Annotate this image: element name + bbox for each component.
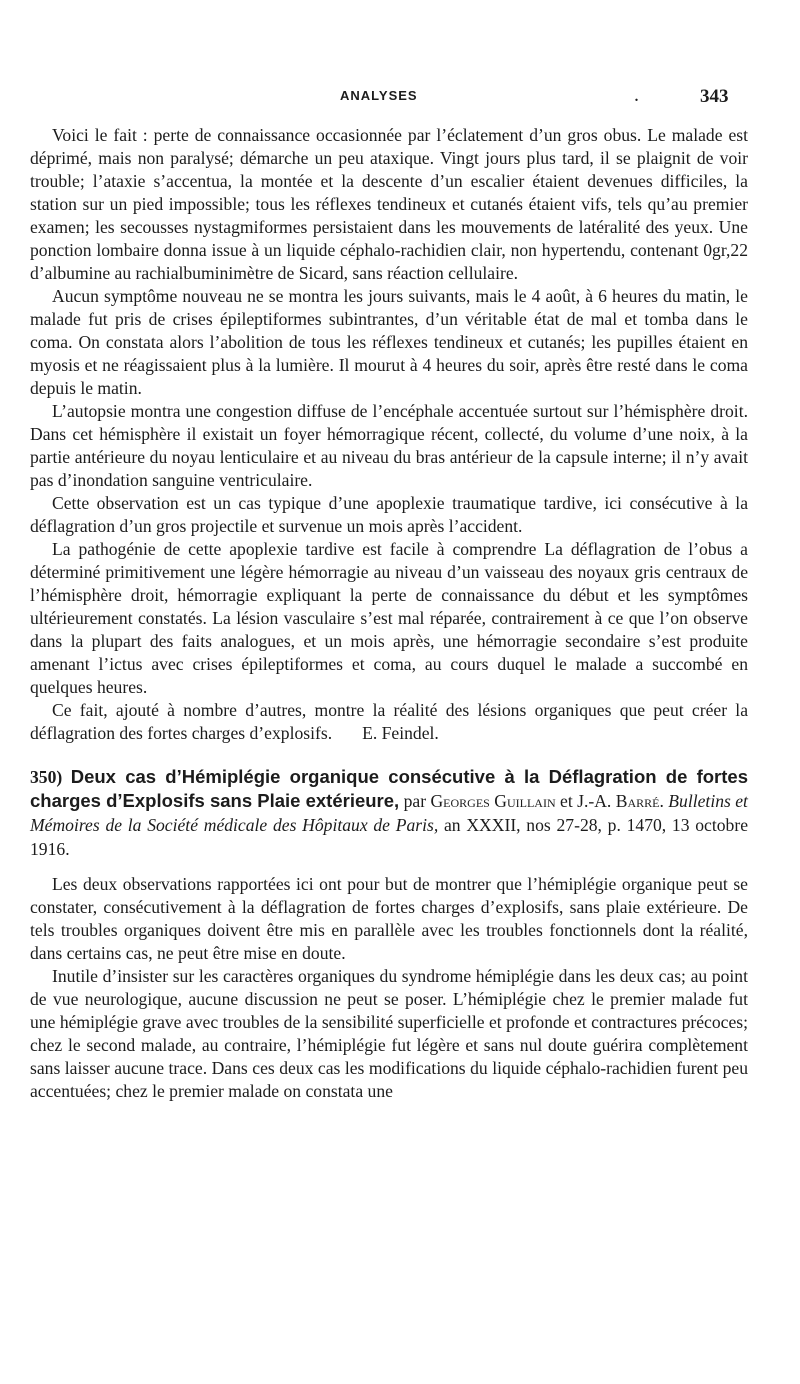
conclusion-text: Ce fait, ajouté à nombre d’autres, montre la réalité des lésions organiques que peut créer la déflagration des fortes charges d’explosifs. (30, 700, 748, 743)
entry-citation: an XXXII, nos 27-28, p. 1470, 13 octobre 1916. (30, 815, 749, 859)
running-header (0, 84, 800, 112)
entry-number: 350) (30, 767, 63, 787)
paragraph-pathogenesis: La pathogénie de cette apoplexie tardive est facile à comprendre La déflagration de l’obus a déterminé primitivement une légère hémorragie au niveau d’un vaisseau des noyaux gris centraux de l’hémisphère droit, hémorragie expliquant la perte de connaissance du début et les symptômes ultérieurement constatés. La lésion vasculaire s’est mal réparée, contrairement à ce que l’on observe dans la plupart des faits analogues, et un mois après, une hémorragie secondaire s’est produite amenant l’ictus avec crises épileptiformes et coma, au cours duquel le malade a succombé en quelques heures. (30, 539, 748, 697)
entry-title: Deux cas d’Hémiplégie organique consécutive à la Déflagration de fortes charges d’Explosifs sans Plaie extérieure, (30, 766, 748, 811)
reviewer-signature: E. Feindel. (362, 723, 439, 743)
paragraph-typical-case: Cette observation est un cas typique d’une apoplexie traumatique tardive, ici consécutive à la déflagration d’un gros projectile et survenue un mois après l’accident. (30, 493, 748, 536)
paragraph-organic-characters: Inutile d’insister sur les caractères organiques du syndrome hémiplégie dans les deux cas; au point de vue neurologique, aucune discussion ne peut se poser. L’hémiplégie chez le premier malade fut une hémiplégie grave avec troubles de la sensibilité superficielle et profonde et contractures précoces; chez le second malade, au contraire, l’hémiplégie fut légère et sans nul doute guérira complètement sans laisser aucune trace. Dans ces deux cas les modifications du liquide céphalo-rachidien furent peu accentuées; chez le premier malade on constata une (30, 966, 748, 1101)
paragraph-case-description: Voici le fait : perte de connaissance occasionnée par l’éclatement d’un gros obus. Le malade est déprimé, mais non paralysé; démarche un peu ataxique. Vingt jours plus tard, il se plaignit de voir trouble; l’ataxie s’accentua, la montée et la descente d’un escalier étaient devenues difficiles, la station sur un pied impossible; tous les réflexes tendineux et cutanés étaient vifs, tels qu’au premier examen; les secousses nystagmiformes persistaient dans les mouvements de latéralité des yeux. Une ponction lombaire donna issue à un liquide céphalo-rachidien clair, non hypertendu, contenant 0gr,22 d’albumine au rachialbuminimètre de Sicard, sans réaction cellulaire. (30, 125, 748, 283)
paragraph-two-observations: Les deux observations rapportées ici ont pour but de montrer que l’hémiplégie organique peut se constater, consécutivement à la déflagration de fortes charges d’explosifs, sans plaie extérieure. De tels troubles organiques doivent être mis en parallèle avec les troubles fonctionnels dont la réalité, dans certains cas, ne peut être mise en doute. (30, 874, 748, 963)
header-title: ANALYSES (340, 88, 418, 103)
paragraph-epileptic-crises: Aucun symptôme nouveau ne se montra les jours suivants, mais le 4 août, à 6 heures du matin, le malade fut pris de crises épileptiformes subintrantes, d’un véritable état de mal et tomba dans le coma. On constata alors l’abolition de tous les réflexes tendineux et cutanés; les pupilles étaient en myosis et ne réagissaient plus à la lumière. Il mourut à 4 heures du soir, après être resté dans le coma depuis le matin. (30, 286, 748, 398)
header-dot: . (634, 84, 639, 106)
entry-par: par (403, 791, 427, 811)
paragraph-conclusion (30, 699, 748, 745)
abstract-entry-heading (30, 765, 748, 861)
entry-author-2: J.-A. Barré. (577, 791, 664, 811)
entry-journal: Bulletins et Mémoires de la Société médicale des Hôpitaux de Paris, (30, 791, 748, 835)
entry-et: et (560, 791, 573, 811)
entry-author-1: Georges Guillain (430, 791, 556, 811)
body-text (30, 124, 748, 1103)
paragraph-autopsy: L’autopsie montra une congestion diffuse de l’encéphale accentuée surtout sur l’hémisphère droit. Dans cet hémisphère il existait un foyer hémorragique récent, collecté, du volume d’une noix, à la partie antérieure du noyau lenticulaire et au niveau du bras antérieur de la capsule interne; il n’y avait pas d’inondation sanguine ventriculaire. (30, 401, 748, 490)
page-number: 343 (700, 86, 729, 107)
